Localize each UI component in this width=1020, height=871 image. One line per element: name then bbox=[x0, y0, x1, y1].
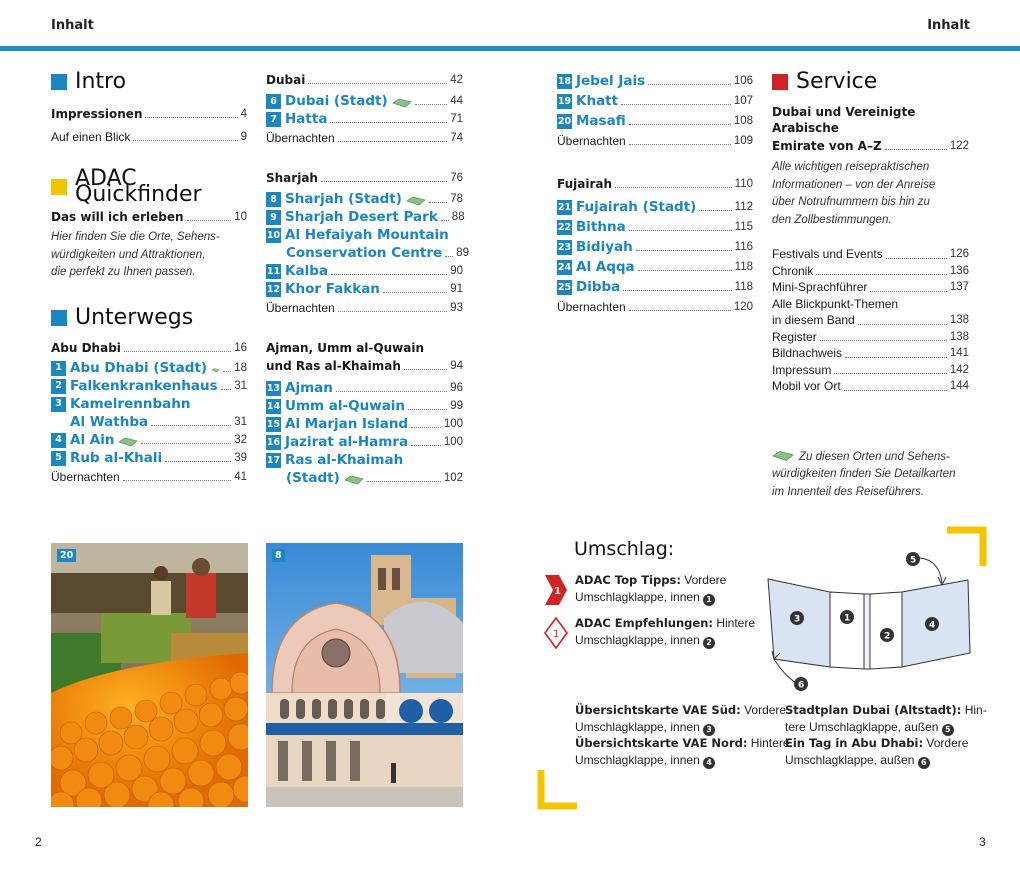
toc-item-continued[interactable]: Al Wathba 31 bbox=[70, 413, 247, 430]
toc-entry[interactable]: Übernachten 41 bbox=[51, 469, 247, 484]
map-icon bbox=[118, 437, 138, 448]
svg-text:6: 6 bbox=[798, 680, 805, 691]
toc-entry[interactable]: Chronik 136 bbox=[772, 263, 969, 278]
header-rule bbox=[0, 46, 1020, 51]
page-number-right: 3 bbox=[979, 835, 986, 849]
cover-title: Umschlag: bbox=[574, 538, 675, 560]
toc-region[interactable]: Dubai 42 bbox=[266, 73, 463, 87]
svg-text:1: 1 bbox=[554, 586, 561, 597]
toc-entry[interactable]: Mini-Sprachführer 137 bbox=[772, 280, 969, 294]
blue-square-icon bbox=[51, 310, 67, 326]
red-square-icon bbox=[772, 74, 788, 90]
map-icon bbox=[392, 98, 412, 109]
toc-item[interactable]: 17 Ras al-Khaimah bbox=[266, 452, 404, 468]
toc-item[interactable]: 1 Abu Dhabi (Stadt) 18 bbox=[51, 360, 247, 376]
toc-item[interactable]: 11 Kalba 90 bbox=[266, 263, 463, 279]
toc-item-continued[interactable]: Conservation Centre 89 bbox=[286, 245, 469, 261]
section-service-title: Service bbox=[772, 68, 969, 96]
toc-region[interactable]: Abu Dhabi 16 bbox=[51, 340, 247, 355]
toc-entry[interactable]: Impressionen 4 bbox=[51, 107, 247, 121]
toc-item[interactable]: 13 Ajman 96 bbox=[266, 380, 463, 396]
toc-entry[interactable]: Festivals und Events 126 bbox=[772, 247, 969, 261]
toc-entry[interactable]: Das will ich erleben 10 bbox=[51, 210, 247, 224]
map-icon bbox=[211, 365, 220, 376]
toc-item[interactable]: 16 Jazirat al-Hamra 100 bbox=[266, 434, 463, 450]
cover-map-nord: Übersichtskarte VAE Nord: Hintere Umschlagklappe, innen 4 bbox=[575, 736, 790, 767]
toc-item[interactable]: 12 Khor Fakkan 91 bbox=[266, 281, 463, 297]
toc-item[interactable]: 24 Al Aqqa 118 bbox=[557, 259, 753, 275]
map-icon bbox=[406, 196, 426, 207]
toc-entry[interactable]: Auf einen Blick 9 bbox=[51, 130, 247, 144]
toc-item[interactable]: 15 Al Marjan Island 100 bbox=[266, 416, 463, 432]
toc-region-title: Ajman, Umm al-Quwain bbox=[266, 341, 424, 355]
toc-item[interactable]: 18 Jebel Jais 106 bbox=[557, 73, 753, 89]
service-entries bbox=[772, 246, 969, 395]
toc-item[interactable]: 8 Sharjah (Stadt) 78 bbox=[266, 191, 463, 207]
mosque-image bbox=[266, 543, 463, 807]
page-number-left: 2 bbox=[35, 835, 42, 849]
blue-square-icon bbox=[51, 74, 67, 90]
toc-item[interactable]: 25 Dibba 118 bbox=[557, 279, 753, 295]
photo-number-badge: 20 bbox=[57, 549, 76, 562]
recommendation-marker-icon bbox=[544, 617, 568, 649]
map-icon bbox=[344, 475, 364, 486]
toc-entry[interactable]: Übernachten 120 bbox=[557, 300, 753, 314]
toc-item[interactable]: 20 Masafi 108 bbox=[557, 113, 753, 129]
photo-number-badge: 8 bbox=[272, 549, 285, 562]
toc-item[interactable]: 4 Al Ain 32 bbox=[51, 432, 247, 448]
yellow-square-icon bbox=[51, 179, 67, 195]
toc-entry: Alle Blickpunkt-Themen bbox=[772, 296, 899, 311]
toc-entry[interactable]: Übernachten 93 bbox=[266, 301, 463, 315]
cover-stadtplan: Stadtplan Dubai (Altstadt): Hin- tere Umschlagklappe, außen 5 bbox=[785, 703, 987, 734]
photo-mosque bbox=[266, 543, 463, 807]
header-left: Inhalt bbox=[51, 18, 94, 33]
section-intro-title: Intro bbox=[51, 68, 247, 96]
toc-entry[interactable]: Bildnachweis 141 bbox=[772, 346, 969, 360]
toc-item[interactable]: 9 Sharjah Desert Park 88 bbox=[266, 209, 463, 225]
svg-text:1: 1 bbox=[553, 629, 560, 640]
toc-item-continued[interactable]: (Stadt) 102 bbox=[286, 470, 463, 486]
section-unterwegs-title: Unterwegs bbox=[51, 304, 247, 332]
toc-entry[interactable]: Emirate von A–Z 122 bbox=[772, 139, 969, 153]
toc-entry[interactable]: in diesem Band 138 bbox=[772, 313, 969, 327]
corner-bracket-bottom bbox=[537, 770, 577, 810]
toc-item[interactable]: 23 Bidiyah 116 bbox=[557, 239, 753, 255]
toc-item[interactable]: 14 Umm al-Quwain 99 bbox=[266, 398, 463, 414]
svg-text:2: 2 bbox=[884, 631, 891, 642]
top-tipp-marker-icon bbox=[545, 575, 567, 605]
svg-text:5: 5 bbox=[910, 555, 917, 566]
svg-text:1: 1 bbox=[844, 613, 851, 624]
section-quickfinder-title: ADAC Quickfinder bbox=[51, 173, 247, 201]
cover-top-tips: ADAC Top Tipps: Vordere Umschlagklappe, innen 1 bbox=[575, 573, 727, 604]
fruit-market-image bbox=[51, 543, 248, 807]
toc-column-4 bbox=[772, 68, 969, 501]
toc-entry[interactable]: Mobil vor Ort 144 bbox=[772, 379, 969, 393]
toc-column-3 bbox=[557, 73, 753, 315]
photo-fruit-market bbox=[51, 543, 248, 807]
toc-entry[interactable]: Impressum 142 bbox=[772, 362, 969, 377]
toc-item[interactable]: 7 Hatta 71 bbox=[266, 111, 463, 127]
toc-item[interactable]: 2 Falkenkrankenhaus 31 bbox=[51, 378, 247, 394]
svg-text:4: 4 bbox=[929, 620, 936, 631]
toc-item[interactable]: 10 Al Hefaiyah Mountain bbox=[266, 227, 449, 243]
cover-ein-tag: Ein Tag in Abu Dhabi: Vordere Umschlagklappe, außen 6 bbox=[785, 736, 969, 767]
toc-entry[interactable]: Register 138 bbox=[772, 329, 969, 344]
svg-text:3: 3 bbox=[794, 614, 801, 625]
cover-map-sued: Übersichtskarte VAE Süd: Vordere Umschlagklappe, innen 3 bbox=[575, 703, 787, 734]
toc-item[interactable]: 5 Rub al-Khali 39 bbox=[51, 450, 247, 466]
header-right: Inhalt bbox=[927, 18, 970, 33]
map-icon bbox=[772, 450, 794, 463]
toc-region[interactable]: Fujairah 110 bbox=[557, 177, 753, 191]
toc-item[interactable]: 19 Khatt 107 bbox=[557, 93, 753, 109]
toc-item[interactable]: 3 Kamelrennbahn bbox=[51, 396, 247, 412]
toc-region[interactable]: Sharjah 76 bbox=[266, 171, 463, 185]
toc-column-1 bbox=[51, 68, 247, 485]
map-note: Zu diesen Orten und Sehens- würdigkeiten finden Sie Detailkarten im Innenteil des Reiseführers. bbox=[772, 450, 956, 498]
cover-fold-diagram bbox=[760, 545, 975, 695]
cover-recommendations: ADAC Empfehlungen: Hintere Umschlagklappe, innen 2 bbox=[575, 616, 756, 647]
toc-region[interactable]: und Ras al-Khaimah 94 bbox=[266, 359, 463, 373]
toc-column-2 bbox=[266, 72, 469, 486]
toc-item[interactable]: 22 Bithna 115 bbox=[557, 219, 753, 235]
toc-item[interactable]: 21 Fujairah (Stadt) 112 bbox=[557, 199, 753, 215]
service-description: Alle wichtigen reisepraktischen Informationen – von der Anreise über Notrufnummern bis hin zu den Zollbestimmungen. bbox=[772, 161, 936, 226]
quickfinder-description: Hier finden Sie die Orte, Sehens- würdigkeiten und Attraktionen, die perfekt zu Ihnen passen. bbox=[51, 231, 220, 278]
toc-entry[interactable]: Übernachten 74 bbox=[266, 131, 463, 145]
service-lead: Dubai und Vereinigte Arabische bbox=[772, 105, 916, 135]
toc-entry[interactable]: Übernachten 109 bbox=[557, 134, 753, 148]
toc-item[interactable]: 6 Dubai (Stadt) 44 bbox=[266, 93, 463, 109]
